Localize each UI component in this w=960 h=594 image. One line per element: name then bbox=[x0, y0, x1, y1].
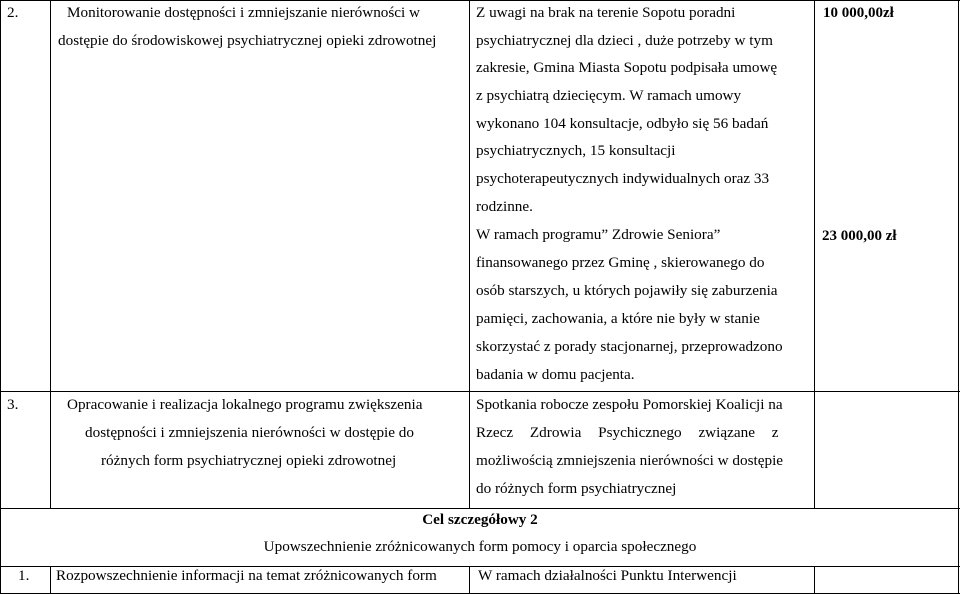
row-divider-3 bbox=[0, 391, 960, 392]
column-divider-title bbox=[469, 0, 470, 508]
row-description-line: rodzinne. bbox=[476, 198, 533, 215]
row-description-line: Z uwagi na brak na terenie Sopotu poradni bbox=[476, 4, 736, 21]
row-description-line: zakresie, Gmina Miasta Sopotu podpisała umowę bbox=[476, 59, 778, 76]
column-divider-title-last bbox=[469, 566, 470, 594]
column-divider-description bbox=[814, 0, 815, 508]
row-description-line: finansowanego przez Gminę , skierowanego do bbox=[476, 254, 765, 271]
row-description-line: badania w domu pacjenta. bbox=[476, 366, 635, 383]
table-border-left bbox=[0, 0, 1, 594]
row-description-line: do różnych form psychiatrycznej bbox=[476, 480, 677, 497]
column-divider-number-last bbox=[50, 566, 51, 594]
column-divider-number bbox=[50, 0, 51, 508]
row-description-line: możliwością zmniejszenia nierówności w dostępie bbox=[476, 452, 784, 469]
row-description-line: W ramach programu” Zdrowie Seniora” bbox=[476, 226, 721, 243]
table-border-right bbox=[958, 0, 959, 594]
row-description-line: psychiatrycznej dla dzieci , duże potrzeby w tym bbox=[476, 32, 773, 49]
goal-subheading: Upowszechnienie zróżnicowanych form pomocy i oparcia społecznego bbox=[263, 538, 697, 555]
row-description-line: osób starszych, u których pojawiły się zaburzenia bbox=[476, 282, 778, 299]
row-divider-goal bbox=[0, 508, 960, 509]
row-description-line: pamięci, zachowania, a które nie były w stanie bbox=[476, 310, 760, 327]
row-title-line: dostępie do środowiskowej psychiatrycznej opieki zdrowotnej bbox=[58, 32, 437, 49]
goal-heading: Cel szczegółowy 2 bbox=[422, 511, 538, 528]
table-border-top bbox=[0, 0, 960, 1]
row-description-line: Rzecz Zdrowia Psychicznego związane z bbox=[476, 424, 779, 441]
amount-cell: 23 000,00 zł bbox=[822, 228, 897, 244]
row-description-line: W ramach działalności Punktu Interwencji bbox=[478, 567, 737, 584]
row-number: 3. bbox=[7, 396, 19, 413]
row-title-line: różnych form psychiatrycznej opieki zdrowotnej bbox=[101, 452, 397, 469]
row-number: 1. bbox=[18, 567, 30, 584]
amount-cell: 10 000,00zł bbox=[823, 5, 894, 21]
row-title-line: Monitorowanie dostępności i zmniejszanie nierówności w bbox=[67, 4, 421, 21]
row-description-line: wykonano 104 konsultacje, odbyło się 56 badań bbox=[476, 115, 769, 132]
row-description-line: Spotkania robocze zespołu Pomorskiej Koalicji na bbox=[476, 396, 783, 413]
row-title-line: Opracowanie i realizacja lokalnego programu zwiększenia bbox=[67, 396, 423, 413]
row-title-line: Rozpowszechnienie informacji na temat zróżnicowanych form bbox=[56, 567, 437, 584]
row-description-line: z psychiatrą dziecięcym. W ramach umowy bbox=[476, 87, 742, 104]
row-description-line: psychiatrycznych, 15 konsultacji bbox=[476, 142, 676, 159]
row-description-line: skorzystać z porady stacjonarnej, przeprowadzono bbox=[476, 338, 783, 355]
row-title-line: dostępności i zmniejszenia nierówności w dostępie do bbox=[85, 424, 414, 441]
row-number: 2. bbox=[7, 4, 19, 21]
column-divider-description-last bbox=[814, 566, 815, 594]
row-description-line: psychoterapeutycznych indywidualnych oraz 33 bbox=[476, 170, 770, 187]
